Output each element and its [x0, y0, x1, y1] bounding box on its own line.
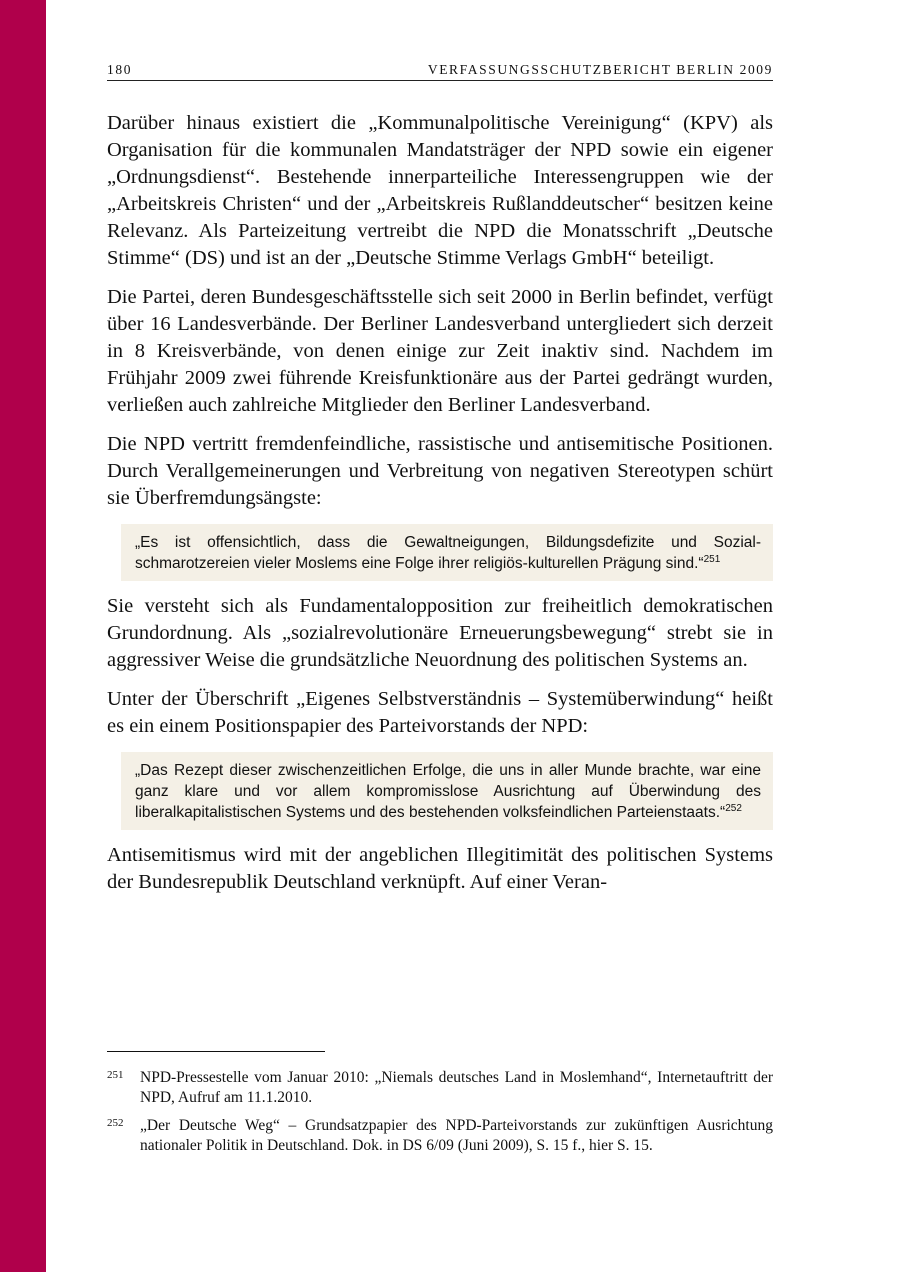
- quote-text: „Es ist offensichtlich, dass die Gewaltneigungen, Bildungsdefizite und Sozialschmarotzereien vieler Moslems eine Folge ihrer religiös-kulturellen Prägung sind.“: [135, 534, 761, 572]
- footnote-separator: [107, 1051, 325, 1052]
- running-header: [107, 62, 773, 81]
- footnote-ref[interactable]: 251: [703, 553, 721, 565]
- paragraph: Antisemitismus wird mit der angeblichen Illegitimität des politischen Systems der Bundesrepublik Deutschland verknüpft. Auf einer Veran-: [107, 844, 773, 893]
- footnote: [107, 1116, 773, 1156]
- paragraph: Die NPD vertritt fremdenfeindliche, rassistische und antisemitische Positionen. Durch Verallgemeinerungen und Verbreitung von negativen Stereotypen schürt sie Überfremdungsängste:: [107, 433, 773, 509]
- main-text: [107, 110, 773, 908]
- footnotes: [107, 1068, 773, 1164]
- block-quote: [121, 524, 773, 581]
- quote-text: „Das Rezept dieser zwischenzeitlichen Erfolge, die uns in aller Munde brachte, war eine ganz klare und vor allem kompromisslose Ausrichtung auf Überwindung des liberalkapitalistischen Systems und des bestehenden volksfeindlichen Parteienstaats.“: [135, 762, 761, 821]
- footnote-number: 252: [107, 1117, 124, 1129]
- paragraph: Darüber hinaus existiert die „Kommunalpolitische Vereinigung“ (KPV) als Organisation für die kommunalen Mandatsträger der NPD sowie ein eigener „Ordnungsdienst“. Bestehende innerparteiliche Interessengruppen wie der „Arbeitskreis Christen“ und der „Arbeitskreis Rußlanddeutscher“ besitzen keine Relevanz. Als Parteizeitung vertreibt die NPD die Monatsschrift „Deutsche Stimme“ (DS) und ist an der „Deutsche Stimme Verlags GmbH“ beteiligt.: [107, 112, 773, 269]
- footnote-ref[interactable]: 252: [725, 802, 742, 814]
- footnote: [107, 1068, 773, 1108]
- running-title: VERFASSUNGSSCHUTZBERICHT BERLIN 2009: [427, 62, 773, 77]
- paragraph: Sie versteht sich als Fundamentalopposition zur freiheitlich demokratischen Grundordnung. Als „sozialrevolutionäre Erneuerungsbewegung“ strebt sie in aggressiver Weise die grundsätzliche Neuordnung des politischen Systems an.: [107, 595, 773, 671]
- page-number: 180: [107, 62, 133, 77]
- footnote-text: „Der Deutsche Weg“ – Grundsatzpapier des NPD-Parteivorstands zur zukünftigen Ausrichtung nationaler Politik in Deutschland. Dok. in DS 6/09 (Juni 2009), S. 15 f., hier S. 15.: [140, 1117, 773, 1154]
- paragraph: Unter der Überschrift „Eigenes Selbstverständnis – Systemüberwindung“ heißt es ein einem Positionspapier des Parteivorstands der NPD:: [107, 688, 773, 737]
- page-color-bar: [0, 0, 46, 1272]
- block-quote: [121, 752, 773, 830]
- footnote-text: NPD-Pressestelle vom Januar 2010: „Niemals deutsches Land in Moslemhand“, Internetauftritt der NPD, Aufruf am 11.1.2010.: [140, 1069, 773, 1106]
- footnote-number: 251: [107, 1069, 124, 1081]
- paragraph: Die Partei, deren Bundesgeschäftsstelle sich seit 2000 in Berlin befindet, verfügt über 16 Landesverbände. Der Berliner Landesverband untergliedert sich derzeit in 8 Kreisverbände, von denen einige zur Zeit inaktiv sind. Nachdem im Frühjahr 2009 zwei führende Kreisfunktionäre aus der Partei gedrängt wurden, verließen auch zahlreiche Mitglieder den Berliner Landesverband.: [107, 286, 773, 416]
